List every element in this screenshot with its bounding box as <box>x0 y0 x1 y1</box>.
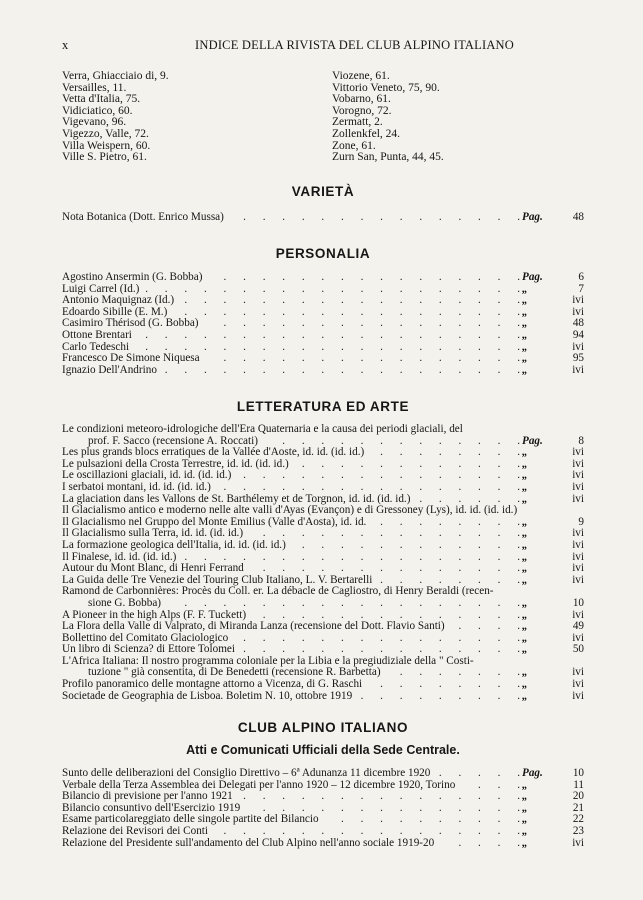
dot-leader: . . . . . . . . . . . . . . . <box>243 631 520 644</box>
section-title-varieta: VARIETÀ <box>291 184 355 199</box>
dot-leader: . . . . . . . . . . . . <box>301 538 520 551</box>
entry-title: Le condizioni meteoro-idrologiche dell'Era Quaternaria e la causa dei periodi glaciali, del <box>62 423 463 435</box>
dot-leader: . . . . . . . . <box>380 446 520 459</box>
page-ref: ivi <box>572 608 584 621</box>
page-marker: „ <box>522 801 528 814</box>
page-marker: „ <box>522 282 528 295</box>
page-ref: ivi <box>572 527 584 540</box>
entry-title: Bollettino del Comitato Glaciologico <box>62 631 229 644</box>
dot-leader: . . . . . . . . . . . . . . . . . . <box>184 294 520 307</box>
dot-leader: . . . . . . . . . . . . . . . <box>243 790 520 803</box>
dot-leader: . . . . . . . . . . . . . . . . <box>223 480 520 493</box>
dot-leader: . . . . . . . . . . . . . . . . <box>223 352 520 365</box>
page-marker: „ <box>522 480 528 493</box>
dot-leader: . . . <box>478 778 520 791</box>
dot-leader: . . . . . . . . . . . . . <box>282 434 520 447</box>
page-marker: „ <box>522 689 528 702</box>
place-entry: Zollenkfel, 24. <box>332 127 401 140</box>
entry-title: Ottone Brentari <box>62 328 132 341</box>
dot-leader: . . . . . . . . . . . . . . . . . . . . <box>145 282 520 295</box>
page-ref: ivi <box>572 305 584 318</box>
page-ref: 22 <box>572 813 584 826</box>
place-entry: Vidiciatico, 60. <box>62 104 133 117</box>
entry-title: Relazione dei Revisori dei Conti <box>62 824 209 837</box>
section-subtitle-cai: Atti e Comunicati Ufficiali della Sede Centrale. <box>186 743 460 757</box>
entry-title: Il Glacialismo sulla Terra, id. id. (id. id.) <box>62 527 244 540</box>
page-ref: ivi <box>572 446 584 459</box>
page-marker: „ <box>522 620 528 633</box>
dot-leader: . . . . . . . . . . . . . . <box>262 608 520 621</box>
dot-leader: . . . . . . . . . . . . . . . . <box>223 317 520 330</box>
entry-title: La Flora della Valle di Valprato, di Miranda Lanza (recensione del Dott. Flavio Santi) <box>62 620 445 633</box>
dot-leader: . . . . . . . . . . . . . . . . . . <box>184 596 520 609</box>
entry-title: L'Africa Italiana: Il nostro programma coloniale per la Libia e la pregiudiziale della " Costi- <box>62 654 474 667</box>
entry-title: Ignazio Dell'Andrino <box>62 363 157 376</box>
dot-leader: . . . . . . . . . . . . . . . <box>243 211 520 223</box>
entry-title: Bilancio consuntivo dell'Esercizio 1919 <box>62 801 241 814</box>
page-ref: 7 <box>578 282 584 295</box>
dot-leader: . . . . . . . . . . . . . . . . . . . . <box>145 328 520 341</box>
dot-leader: . . . . . . . . . . <box>341 813 520 826</box>
page-ref: 11 <box>573 778 584 791</box>
index-entry <box>62 691 584 703</box>
place-entry: Ville S. Pietro, 61. <box>62 151 147 164</box>
page-ref: ivi <box>572 340 584 353</box>
index-entry <box>62 679 584 691</box>
dot-leader: . . . . . . . . . . . . . . . . . . <box>184 305 520 318</box>
place-entry: Zone, 61. <box>332 139 376 152</box>
index-entry <box>62 353 584 365</box>
page-ref: 10 <box>572 767 584 779</box>
dot-leader: . . . . . . . . . . . . . . . . . . . . <box>145 340 520 353</box>
page-ref: ivi <box>572 689 584 702</box>
dot-leader: . . . . . . . . . . . . . . . . <box>223 271 520 283</box>
page-marker: „ <box>522 294 528 307</box>
page-ref: ivi <box>572 480 584 493</box>
page-number: x <box>62 38 69 52</box>
page-marker: „ <box>522 538 528 551</box>
entry-title: Autour du Mont Blanc, di Henri Ferrand <box>62 562 244 575</box>
dot-leader: . . . . . . . . <box>380 678 520 691</box>
entry-title: sione G. Bobba) <box>88 596 162 609</box>
page-marker: „ <box>522 790 528 803</box>
place-entry: Vobarno, 61. <box>332 93 391 106</box>
index-entry <box>62 505 584 517</box>
place-entry: Versailles, 11. <box>62 81 127 94</box>
index-entry <box>62 598 584 610</box>
page-marker: „ <box>522 352 528 365</box>
index-entry <box>62 768 584 780</box>
entry-title: prof. F. Sacco (recensione A. Roccati) <box>88 434 258 447</box>
page-ref: ivi <box>572 294 584 307</box>
entry-title: Les plus grands blocs erratiques de la Vallée d'Aoste, id. id. (id. id.) <box>62 446 365 459</box>
page-ref: 50 <box>572 643 584 656</box>
dot-leader: . . . . . . . . . . . . . . . . . . <box>184 550 520 563</box>
page-marker: „ <box>522 469 528 482</box>
index-entry <box>62 482 584 494</box>
page-marker: „ <box>522 328 528 341</box>
entry-title: Agostino Ansermin (G. Bobba) <box>62 271 203 283</box>
page-ref: ivi <box>572 492 584 505</box>
page-ref: 21 <box>572 801 584 814</box>
dot-leader: . . . . . . . . . . . . . . <box>262 562 520 575</box>
place-entry: Villa Weispern, 60. <box>62 139 151 152</box>
page-marker: „ <box>522 457 528 470</box>
index-entry <box>62 424 584 436</box>
page-marker: Pag. <box>522 271 543 283</box>
index-entry <box>62 838 584 850</box>
place-entry: Zermatt, 2. <box>332 116 383 129</box>
entry-title: La glaciation dans les Vallons de St. Barthélemy et de Torgnon, id. id. (id. id.) <box>62 492 411 505</box>
page-marker: Pag. <box>522 767 543 779</box>
entry-title: La formazione geologica dell'Italia, id. id. (id. id.) <box>62 538 286 551</box>
page-ref: 48 <box>572 317 584 330</box>
dot-leader: . . . . <box>458 836 520 849</box>
entry-title: Ramond de Carbonnières: Procès du Coll. er. La débacle de Cagliostro, di Henry Beraldi (recen- <box>62 585 494 598</box>
page-ref: ivi <box>572 363 584 376</box>
entry-title: Il Glacialismo antico e moderno nelle alte valli d'Ayas (Evançon) e di Gressoney (Lys), id. id. (id. id.) <box>62 504 518 517</box>
page-ref: 48 <box>572 211 584 223</box>
entry-title: Relazione del Presidente sull'andamento del Club Alpino nell'anno sociale 1919-20 <box>62 836 435 849</box>
entry-title: Carlo Tedeschi <box>62 340 130 353</box>
page-marker: „ <box>522 492 528 505</box>
page-ref: ivi <box>572 550 584 563</box>
index-entry <box>62 540 584 552</box>
dot-leader: . . . . . . . . . . . . . . . <box>243 469 520 482</box>
entry-title: Le oscillazioni glaciali, id. id. (id. id.) <box>62 469 232 482</box>
page-marker: „ <box>522 596 528 609</box>
page-marker: „ <box>522 562 528 575</box>
page-marker: „ <box>522 515 528 528</box>
page-ref: 9 <box>578 515 584 528</box>
page-marker: „ <box>522 836 528 849</box>
dot-leader: . . . . . . . . <box>380 573 520 586</box>
page-ref: ivi <box>572 836 584 849</box>
place-entry: Vorogno, 72. <box>332 104 392 117</box>
page-marker: „ <box>522 446 528 459</box>
letteratura-list <box>62 424 584 702</box>
page-marker: „ <box>522 608 528 621</box>
entry-title: Un libro di Scienza? di Ettore Tolomei <box>62 643 235 656</box>
page-ref: ivi <box>572 666 584 679</box>
place-column-right <box>332 71 444 164</box>
page-marker: „ <box>522 340 528 353</box>
place-entry: Verra, Ghiacciaio di, 9. <box>62 70 169 82</box>
page-ref: 94 <box>572 328 584 341</box>
page-ref: 10 <box>572 596 584 609</box>
dot-leader: . . . . . . . . . . . . . . . <box>243 643 520 656</box>
entry-title: Antonio Maquignaz (Id.) <box>62 294 175 307</box>
entry-title: Nota Botanica (Dott. Enrico Mussa) <box>62 211 224 223</box>
entry-title: I serbatoi montani, id. id. (id. id.) <box>62 480 211 493</box>
dot-leader: . . . . <box>458 620 520 633</box>
page-ref: 8 <box>578 434 584 447</box>
entry-title: Il Finalese, id. id. (id. id.) <box>62 550 177 563</box>
page-marker: „ <box>522 527 528 540</box>
section-title-letteratura: LETTERATURA ED ARTE <box>236 399 410 414</box>
page-marker: „ <box>522 317 528 330</box>
page-ref: ivi <box>572 573 584 586</box>
dot-leader: . . . . . . <box>419 492 520 505</box>
entry-title: Luigi Carrel (Id.) <box>62 282 140 295</box>
entry-title: Le pulsazioni della Crosta Terrestre, id. id. (id. id.) <box>62 457 289 470</box>
entry-title: Verbale della Terza Assemblea dei Delegati per l'anno 1920 – 12 dicembre 1920, Torino <box>62 778 456 791</box>
personalia-list <box>62 272 584 376</box>
index-entry <box>62 365 584 377</box>
page-marker: „ <box>522 778 528 791</box>
page-marker: Pag. <box>522 211 543 223</box>
place-entry: Zurn San, Punta, 44, 45. <box>332 151 444 164</box>
entry-title: Il Glacialismo nel Gruppo del Monte Emilius (Valle d'Aosta), id. id. <box>62 515 367 528</box>
entry-title: A Pioneer in the high Alps (F. F. Tuckett) <box>62 608 247 621</box>
dot-leader: . . . . . . . . . . . . . . <box>262 527 520 540</box>
dot-leader: . . . . . . . . . <box>360 689 520 702</box>
dot-leader: . . . . . . . . <box>380 515 520 528</box>
entry-title: Edoardo Sibille (E. M.) <box>62 305 168 318</box>
place-column-left <box>62 71 169 164</box>
index-entry <box>62 563 584 575</box>
page-ref: 20 <box>572 790 584 803</box>
place-entry: Vittorio Veneto, 75, 90. <box>332 81 440 94</box>
entry-title: Societade de Geographia de Lisboa. Boletim N. 10, ottobre 1919 <box>62 689 353 702</box>
page-ref: ivi <box>572 538 584 551</box>
section-title-personalia: PERSONALIA <box>275 246 371 261</box>
page-marker: „ <box>522 363 528 376</box>
index-entry <box>62 826 584 838</box>
entry-title: tuzione " già consentita, di De Benedetti (recensione R. Barbetta) <box>88 666 381 679</box>
page-ref: ivi <box>572 469 584 482</box>
page-marker: „ <box>522 678 528 691</box>
page-marker: „ <box>522 550 528 563</box>
page-ref: 23 <box>572 824 584 837</box>
dot-leader: . . . . . . . . . . . . . . . . <box>223 824 520 837</box>
entry-title: Casimiro Thérisod (G. Bobba) <box>62 317 199 330</box>
page-marker: „ <box>522 305 528 318</box>
section-title-cai: CLUB ALPINO ITALIANO <box>237 720 409 735</box>
page-marker: „ <box>522 573 528 586</box>
dot-leader: . . . . . . . . . . . . . . <box>262 801 520 814</box>
page-ref: 49 <box>572 620 584 633</box>
index-entry <box>62 212 584 224</box>
entry-title: Profilo panoramico delle montagne attorno a Vicenza, di G. Raschi <box>62 678 363 691</box>
entry-title: Bilancio di previsione per l'anno 1921 <box>62 790 233 803</box>
page-ref: ivi <box>572 631 584 644</box>
index-entry <box>62 330 584 342</box>
page-ref: 95 <box>572 352 584 365</box>
dot-leader: . . . . . . . . . . . . . . . . . . . <box>164 363 520 376</box>
place-entry: Vetta d'Italia, 75. <box>62 93 141 106</box>
place-entry: Vigezzo, Valle, 72. <box>62 127 149 140</box>
page-marker: „ <box>522 631 528 644</box>
dot-leader: . . . . . . . . . . . . <box>301 457 520 470</box>
page-marker: Pag. <box>522 434 543 447</box>
page-header <box>62 38 584 56</box>
page-marker: „ <box>522 643 528 656</box>
dot-leader: . . . . . <box>438 767 520 779</box>
entry-title: Francesco De Simone Niquesa <box>62 352 200 365</box>
page-marker: „ <box>522 813 528 826</box>
page-ref: ivi <box>572 678 584 691</box>
page-ref: ivi <box>572 457 584 470</box>
page-ref: ivi <box>572 562 584 575</box>
entry-title: La Guida delle Tre Venezie del Touring Club Italiano, L. V. Bertarelli <box>62 573 373 586</box>
index-entry <box>62 621 584 633</box>
place-entry: Viozene, 61. <box>332 70 390 82</box>
running-title: INDICE DELLA RIVISTA DEL CLUB ALPINO ITALIANO <box>195 38 515 52</box>
dot-leader: . . . . . . . <box>399 666 520 679</box>
page-marker: „ <box>522 666 528 679</box>
entry-title: Sunto delle deliberazioni del Consiglio Direttivo – 6ª Adunanza 11 dicembre 1920 <box>62 767 431 779</box>
page-marker: „ <box>522 824 528 837</box>
place-index <box>62 71 582 171</box>
cai-list <box>62 768 584 849</box>
index-entry <box>62 272 584 284</box>
page-ref: 6 <box>578 271 584 283</box>
place-entry: Vigevano, 96. <box>62 116 127 129</box>
varieta-list <box>62 212 584 224</box>
entry-title: Esame particolareggiato delle singole partite del Bilancio <box>62 813 319 826</box>
